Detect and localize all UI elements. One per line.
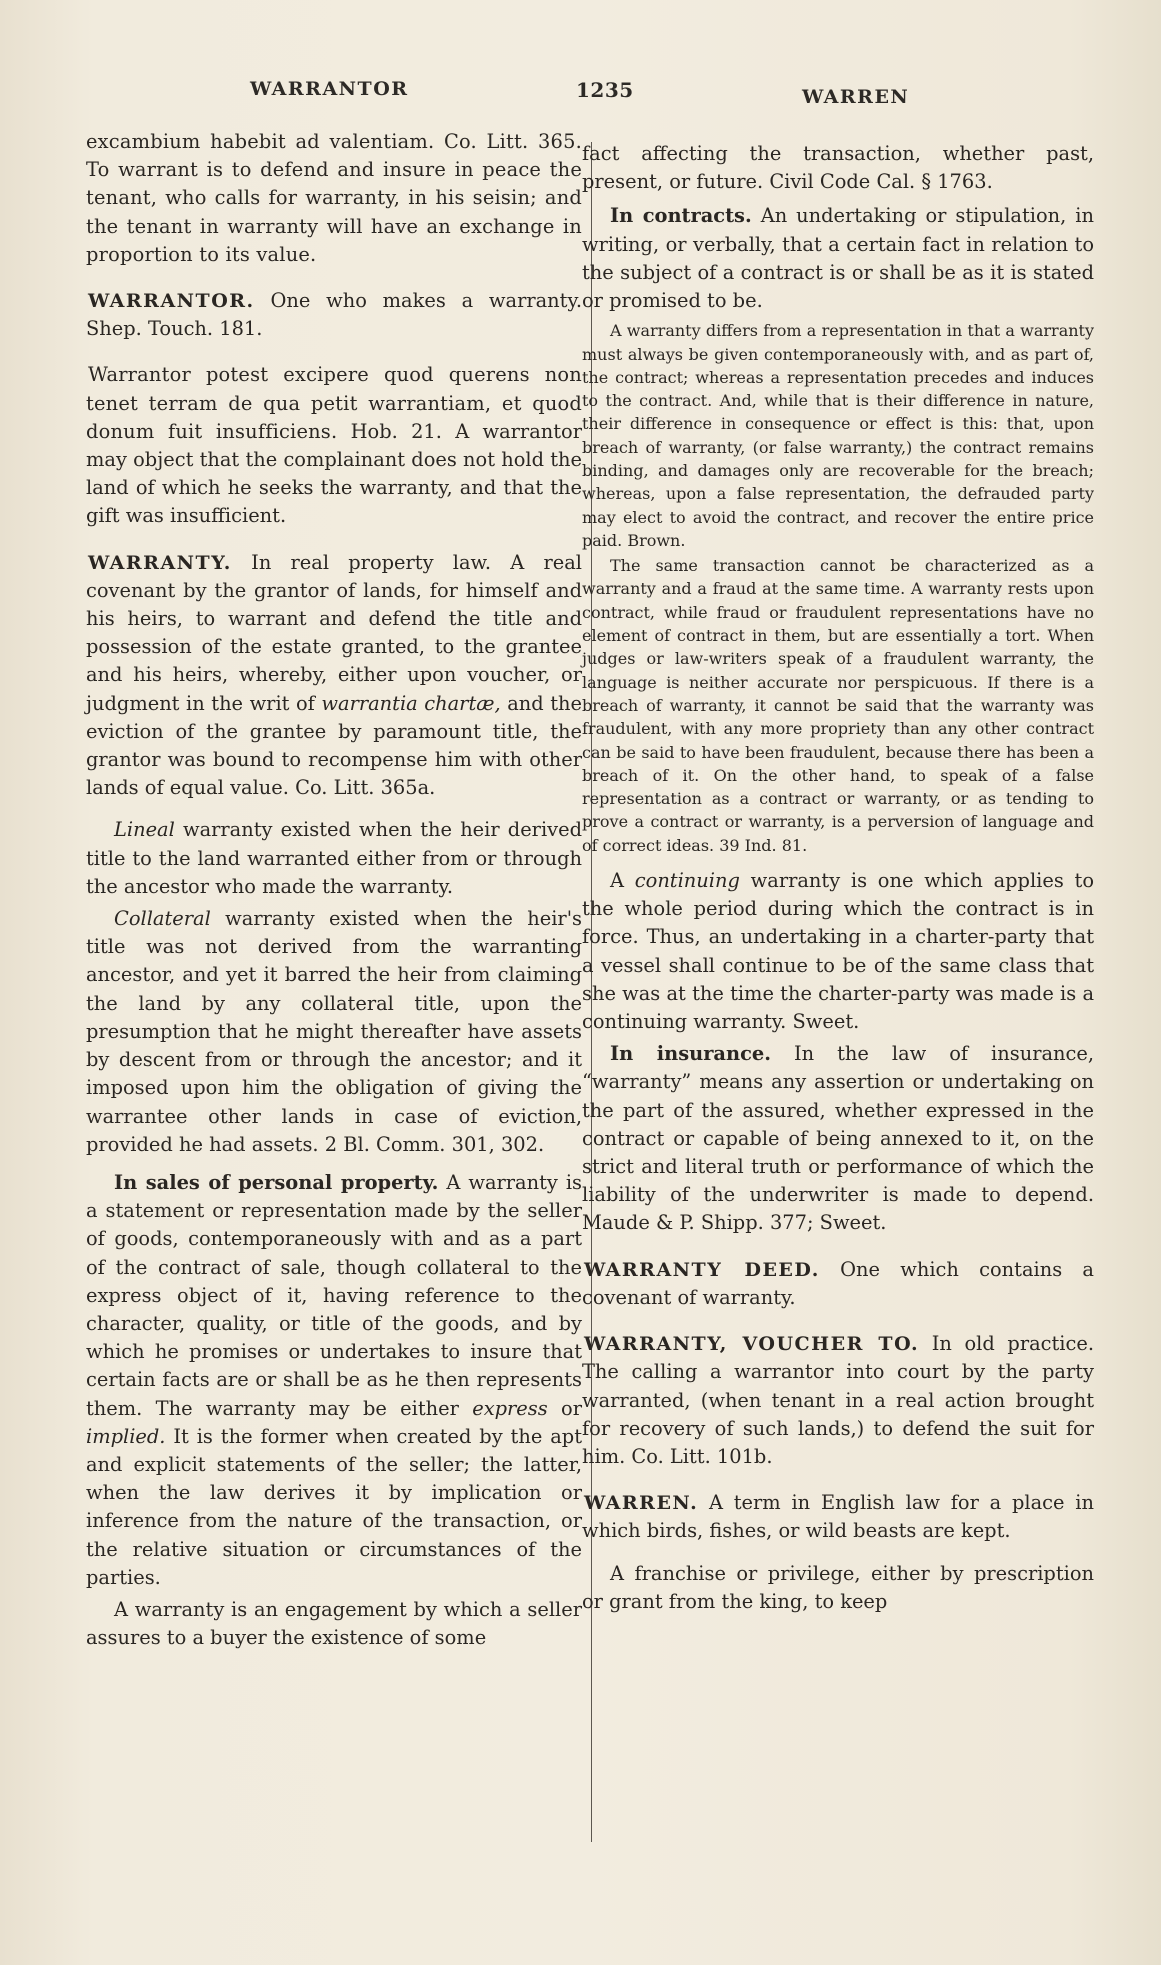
continuation-paragraph: fact affecting the transaction, whether past, present, or future. Civil Code Cal. § 1763. — [582, 142, 1094, 194]
entry-warren — [582, 1489, 1094, 1545]
definition: One which contains a covenant of warranty. — [582, 1257, 1094, 1309]
running-head-right: WARREN — [802, 86, 910, 108]
paragraph-insurance — [582, 1040, 1094, 1237]
headword: WARRANTOR. — [88, 290, 255, 313]
paragraph-text: warranty is one which applies to the whole period during which the contract is in force. Thus, an undertaking in a charter-party that a vessel shall continue to be of the same class that she was at the time the charter-party was made is a continuing warranty. Sweet. — [582, 869, 1095, 1034]
definition: A term in English law for a place in which birds, fishes, or wild beasts are kept. — [582, 1491, 1094, 1543]
paragraph-text: A warranty is a statement or representation made by the seller of goods, contemporaneously with and as a part of the contract of sale, though collateral to the express object of it, having reference to the character, quality, or title of the goods, and by which he promises or undertakes to insure that certain facts are or shall be as he then represents them. The warranty may be either — [86, 1170, 582, 1420]
paragraph-engagement: A warranty is an engagement by which a seller assures to a buyer the existence of some — [86, 1597, 582, 1650]
subheading: In insurance. — [610, 1042, 771, 1066]
italic-term: Lineal — [114, 818, 175, 842]
paragraph-text: It is the former when created by the apt and explicit statements of the seller; the latter, when the law derives it by implication or inference from the nature of the transaction, or the relative situation or circumstances of the parties. — [86, 1424, 582, 1589]
paragraph-text: A — [610, 869, 625, 893]
paragraph-sales — [86, 1169, 582, 1592]
paragraph-contracts — [582, 202, 1094, 315]
paragraph-text: In the law of insurance, “warranty” means any assertion or undertaking on the part of the assured, whether expressed in the contract or capable of being annexed to it, on the strict and literal truth or performance of which the liability of the underwriter is made to depend. Maude & P. Shipp. 377; Sweet. — [582, 1042, 1095, 1235]
entry-voucher — [582, 1330, 1094, 1471]
definition: In old practice. The calling a warrantor into court by the party warranted, (when tenant in a real action brought for recovery of such lands,) to defend the suit for him. Co. Litt. 101b. — [582, 1332, 1095, 1468]
paragraph-collateral — [86, 905, 582, 1159]
subheading: In real property law. — [251, 550, 491, 574]
left-column — [86, 128, 582, 1656]
paragraph-franchise: A franchise or privilege, either by prescription or grant from the king, to keep — [582, 1561, 1094, 1613]
entry-warranty-deed — [582, 1256, 1094, 1312]
small-print-note: A warranty differs from a representation in that a warranty must always be given contemporaneously with, and as part of, the contract; whereas a representation precedes and induces to the contract. And, while that is their difference in nature, their difference in consequence or effect is this: that, upon breach of warranty, (or false warranty,) the contract remains binding, and damages only are recoverable for the breach; whereas, upon a false representation, the defrauded party may elect to avoid the contract, and recover the entire price paid. Brown. — [582, 321, 1094, 550]
subheading: In sales of personal property. — [114, 1170, 439, 1194]
right-column — [582, 140, 1094, 1620]
headword: WARRANTY, VOUCHER TO. — [584, 1333, 920, 1356]
italic-term: Collateral — [114, 907, 211, 931]
entry-maxim — [86, 361, 582, 530]
definition: A real covenant by the grantor of lands, for himself and his heirs, to warrant and defend the title and possession of the estate granted, to the grantee and his heirs, whereby, either upon voucher, or judgment in the writ of — [86, 550, 582, 715]
definition: One who makes a warranty. Shep. Touch. 181. — [86, 289, 582, 341]
running-head-left: WARRANTOR — [250, 78, 409, 100]
headword: WARRANTY. — [88, 551, 232, 574]
paragraph-text: warranty existed when the heir derived title to the land warranted either from or through the ancestor who made the warranty. — [86, 818, 582, 898]
entry-warranty — [86, 549, 582, 803]
paragraph-text: An undertaking or stipulation, in writing, or verbally, that a certain fact in relation to the subject of a contract is or shall be as it is stated or promised to be. — [582, 204, 1094, 313]
paragraph-text: or — [561, 1396, 582, 1420]
small-print-note: The same transaction cannot be characterized as a warranty and a fraud at the same time. A warranty rests upon contract, while fraud or fraudulent representations have no element of contract in them, but are essentially a tort. When judges or law-writers speak of a fraudulent warranty, the language is neither accurate nor perspicuous. If there is a breach of warranty, it cannot be said that the warranty was fraudulent, with any more propriety than any other contract can be said to have been fraudulent, because there has been a breach of it. On the other hand, to speak of a false representation as a contract or warranty, or as tending to prove a contract or warranty, is a perversion of language and of correct ideas. 39 Ind. 81. — [582, 556, 1094, 855]
headword: WARRANTY DEED. — [584, 1258, 820, 1281]
continuation-paragraph: excambium habebit ad valentiam. Co. Litt. 365. To warrant is to defend and insure in peace the tenant, who calls for warranty, in his seisin; and the tenant in warranty will have an exchange in proportion to its value. — [86, 130, 582, 266]
italic-term: implied. — [86, 1424, 166, 1448]
headword: WARREN. — [584, 1492, 699, 1515]
subheading: In contracts. — [610, 204, 752, 228]
maxim-translation: Hob. 21. A warrantor may object that the complainant does not hold the land of which he seeks the warranty, and that the gift was insufficient. — [86, 419, 582, 528]
page-number: 1235 — [576, 78, 634, 102]
italic-term: continuing — [634, 869, 740, 893]
paragraph-text: warranty existed when the heir's title was not derived from the warranting ancestor, and yet it barred the heir from claiming the land by any collateral title, upon the presumption that he might thereafter have assets by descent from or through the ancestor; and it imposed upon him the obligation of giving the warrantee other lands in case of eviction, provided he had assets. 2 Bl. Comm. 301, 302. — [86, 907, 582, 1156]
latin-maxim: Warrantor potest excipere quod querens non tenet terram de qua petit warrantiam, et quod donum fuit insufficiens. — [86, 363, 582, 443]
paragraph-lineal — [86, 816, 582, 901]
italic-term: express — [472, 1396, 548, 1420]
definition: and the eviction of the grantee by paramount title, the grantor was bound to recompense him with other lands of equal value. Co. Litt. 365a. — [86, 691, 582, 800]
paragraph-continuing — [582, 867, 1094, 1036]
entry-warrantor — [86, 287, 582, 343]
italic-term: warrantia chartæ, — [321, 691, 501, 715]
